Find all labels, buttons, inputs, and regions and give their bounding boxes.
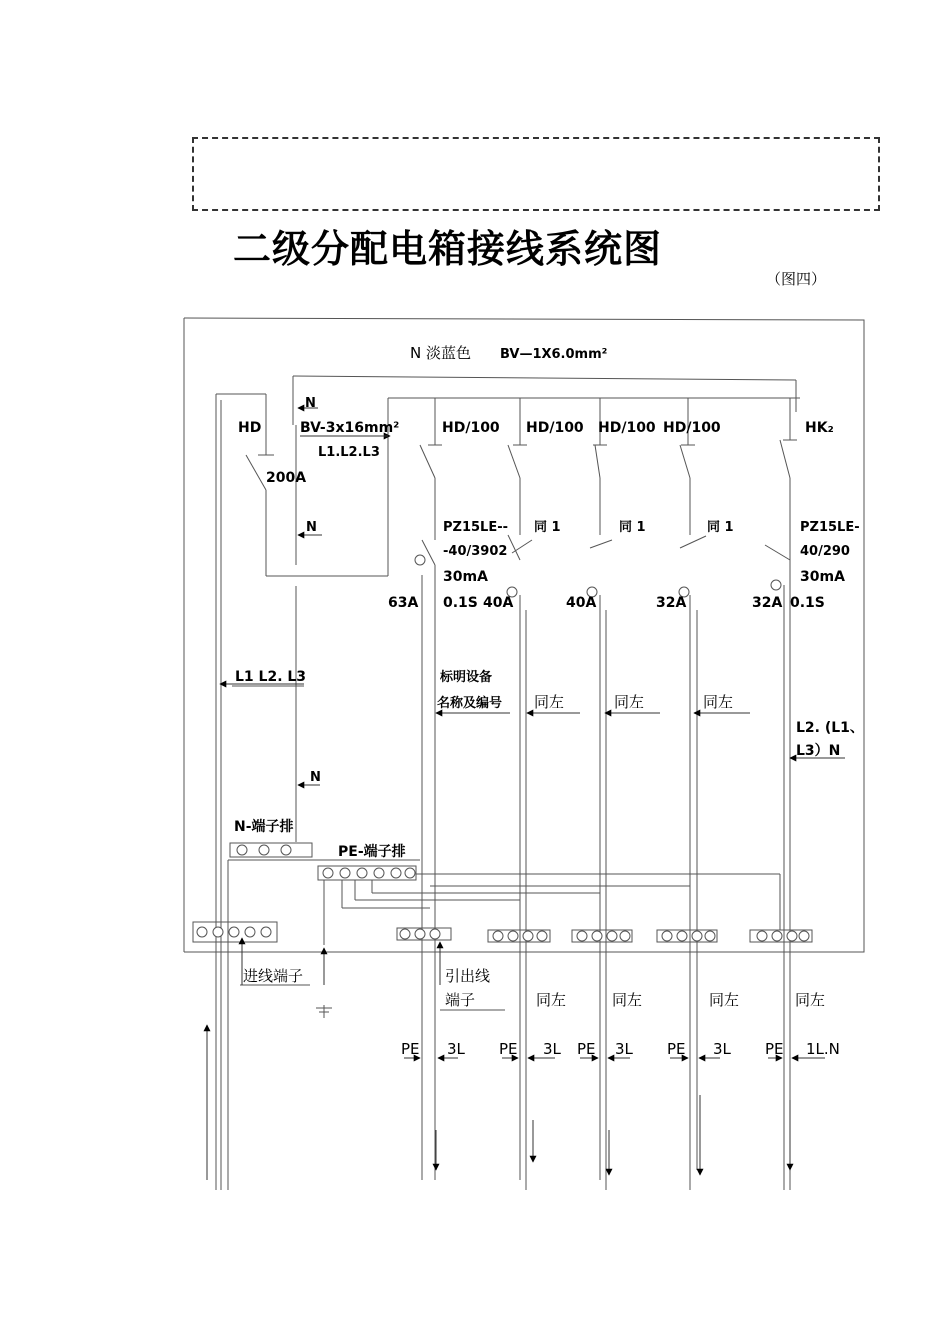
- device-label-2: 名称及编号: [437, 696, 503, 711]
- l2-note-2: L3）N: [796, 743, 841, 759]
- pe-terminal-label: PE-端子排: [338, 844, 406, 860]
- branch-2: [507, 398, 532, 1190]
- same-left-3: 同左: [614, 693, 645, 711]
- rcd-5-model-a: PZ15LE-: [800, 520, 860, 535]
- breaker-2-label: HD/100: [526, 420, 584, 436]
- rcd-1-time: 0.1S: [443, 595, 478, 611]
- pe-2: PE: [499, 1040, 518, 1058]
- amp-branch-4: 32A: [656, 595, 687, 611]
- rcd-3-label: 同 1: [619, 520, 646, 535]
- amp-branch-5: 32A: [752, 595, 783, 611]
- phase-4: 3L: [713, 1040, 731, 1058]
- breaker-1-label: HD/100: [442, 420, 500, 436]
- figure-number: （图四）: [766, 270, 827, 288]
- outlet-terminal-label-1: 引出线: [445, 967, 491, 985]
- bv-main-label: BV-3x16mm²: [300, 420, 400, 436]
- pe-4: PE: [667, 1040, 686, 1058]
- rcd-1-model-b: -40/3902: [443, 544, 508, 559]
- l2-note-1: L2. (L1、: [796, 720, 864, 736]
- phase-5: 1L.N: [806, 1040, 840, 1058]
- pe-5: PE: [765, 1040, 784, 1058]
- rcd-4-label: 同 1: [707, 520, 734, 535]
- rcd-1-ma: 30mA: [443, 569, 488, 585]
- hk2-label: HK₂: [805, 420, 834, 436]
- l1l2l3-left-label: L1 L2. L3: [235, 669, 307, 685]
- outlet-same-2: 同左: [536, 991, 567, 1009]
- outlet-same-4: 同左: [709, 991, 740, 1009]
- outlet-terminal-label-2: 端子: [445, 991, 476, 1009]
- rcd-5-time: 0.1S: [790, 595, 825, 611]
- n-wire-spec: BV—1X6.0mm²: [500, 347, 608, 362]
- same-left-2: 同左: [534, 693, 565, 711]
- main-amp-label: 200A: [266, 470, 307, 486]
- amp-branch-2: 40A: [483, 595, 514, 611]
- n-label-mid: N: [306, 520, 317, 535]
- rcd-2-label: 同 1: [534, 520, 561, 535]
- branch-3: [587, 398, 612, 1190]
- n-bus-line: [293, 376, 796, 380]
- n-label-low: N: [310, 770, 321, 785]
- main-switch-blade: [246, 455, 266, 490]
- pe-1: PE: [401, 1040, 420, 1058]
- outlet-same-3: 同左: [612, 991, 643, 1009]
- rcd-5-model-b: 40/290: [800, 544, 850, 559]
- rcd-1-model-a: PZ15LE--: [443, 520, 508, 535]
- branch-1: [415, 398, 442, 1180]
- phase-1: 3L: [447, 1040, 465, 1058]
- l1l2l3-top-label: L1.L2.L3: [318, 445, 380, 460]
- breaker-4-label: HD/100: [663, 420, 721, 436]
- same-left-4: 同左: [703, 693, 734, 711]
- n-label-top: N: [305, 396, 316, 411]
- n-wire-label: N 淡蓝色: [410, 344, 471, 362]
- n-terminal-label: N-端子排: [234, 819, 294, 835]
- branch-5: [765, 398, 797, 1190]
- device-label-1: 标明设备: [440, 670, 493, 685]
- breaker-3-label: HD/100: [598, 420, 656, 436]
- inlet-terminal-label: 进线端子: [243, 967, 304, 985]
- outlet-same-5: 同左: [795, 991, 826, 1009]
- pe-3: PE: [577, 1040, 596, 1058]
- hd-label: HD: [238, 420, 262, 436]
- phase-2: 3L: [543, 1040, 561, 1058]
- rcd-5-ma: 30mA: [800, 569, 845, 585]
- branch-4: [679, 398, 706, 1190]
- phase-3: 3L: [615, 1040, 633, 1058]
- amp-branch-3: 40A: [566, 595, 597, 611]
- amp-63: 63A: [388, 595, 419, 611]
- diagram-title: 二级分配电箱接线系统图: [233, 227, 663, 271]
